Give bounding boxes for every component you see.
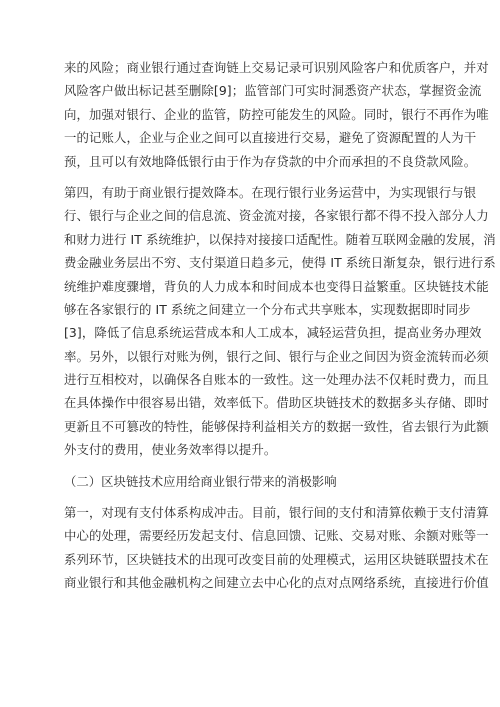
text-line: 一的记账人，企业与企业之间可以直接进行交易，避免了资源配置的人为干: [64, 130, 477, 146]
text-line: 够在各家银行的 IT 系统之间建立一个分布式共享账本，实现数据即时同步: [64, 301, 471, 317]
text-line: 行、银行与企业之间的信息流、资金流对接，各家银行都不得不投入部分人力: [64, 208, 489, 224]
paragraph-efficiency: [64, 181, 496, 462]
text-line: 向，加强对银行、企业的监管，防控可能发生的风险。同时，银行不再作为唯: [64, 106, 489, 122]
text-line: 风险客户做出标记甚至删除[9]；监管部门可实时洞悉资产状态，掌握资金流: [64, 83, 482, 99]
text-line: 中心的处理，需要经历发起支付、信息回馈、记账、交易对账、余额对账等一: [64, 528, 489, 544]
text-line: 来的风险；商业银行通过查询链上交易记录可识别风险客户和优质客户，并对: [64, 60, 489, 75]
text-line: 第四，有助于商业银行提效降本。在现行银行业务运营中，为实现银行与银: [64, 184, 477, 200]
paragraph-spacer: [64, 493, 440, 501]
text-line: 统维护难度骤增，背负的人力成本和时间成本也变得日益繁重。区块链技术能: [64, 278, 489, 294]
paragraph-spacer: [64, 173, 440, 181]
paragraph-spacer: [64, 462, 440, 470]
text-line: 外支付的费用，使业务效率得以提升。: [64, 442, 277, 458]
section-heading: （二）区块链技术应用给商业银行带来的消极影响: [64, 473, 337, 489]
text-line: 商业银行和其他金融机构之间建立去中心化的点对点网络系统，直接进行价值: [64, 575, 489, 591]
text-line: 进行互相校对，以确保各自账本的一致性。这一处理办法不仅耗时费力，而且: [64, 372, 489, 388]
text-line: 费金融业务层出不穷、支付渠道日趋多元，使得 IT 系统日渐复杂，银行进行系: [64, 255, 496, 271]
paragraph-risk-control: [64, 56, 489, 173]
text-line: 和财力进行 IT 系统维护，以保持对接接口适配性。随着互联网金融的发展，消: [64, 231, 496, 247]
text-line: 系列环节，区块链技术的出现可改变目前的处理模式，运用区块链联盟技术在: [64, 551, 489, 567]
text-line: 预，且可以有效地降低银行由于作为存贷款的中介而承担的不良贷款风险。: [64, 153, 477, 169]
document-body: [64, 56, 496, 595]
paragraph-payment-impact: [64, 501, 489, 595]
text-line: 在具体操作中很容易出错，效率低下。借助区块链技术的数据多头存储、即时: [64, 395, 489, 411]
text-line: 第一，对现有支付体系构成冲击。目前，银行间的支付和清算依赖于支付清算: [64, 505, 489, 521]
text-line: 率。另外，以银行对账为例，银行之间、银行与企业之间因为资金流转而必须: [64, 348, 489, 364]
text-line: 更新且不可篡改的特性，能够保持利益相关方的数据一致性，省去银行为此额: [64, 418, 489, 434]
text-line: [3]，降低了信息系统运营成本和人工成本，减轻运营负担，提高业务办理效: [64, 325, 482, 341]
